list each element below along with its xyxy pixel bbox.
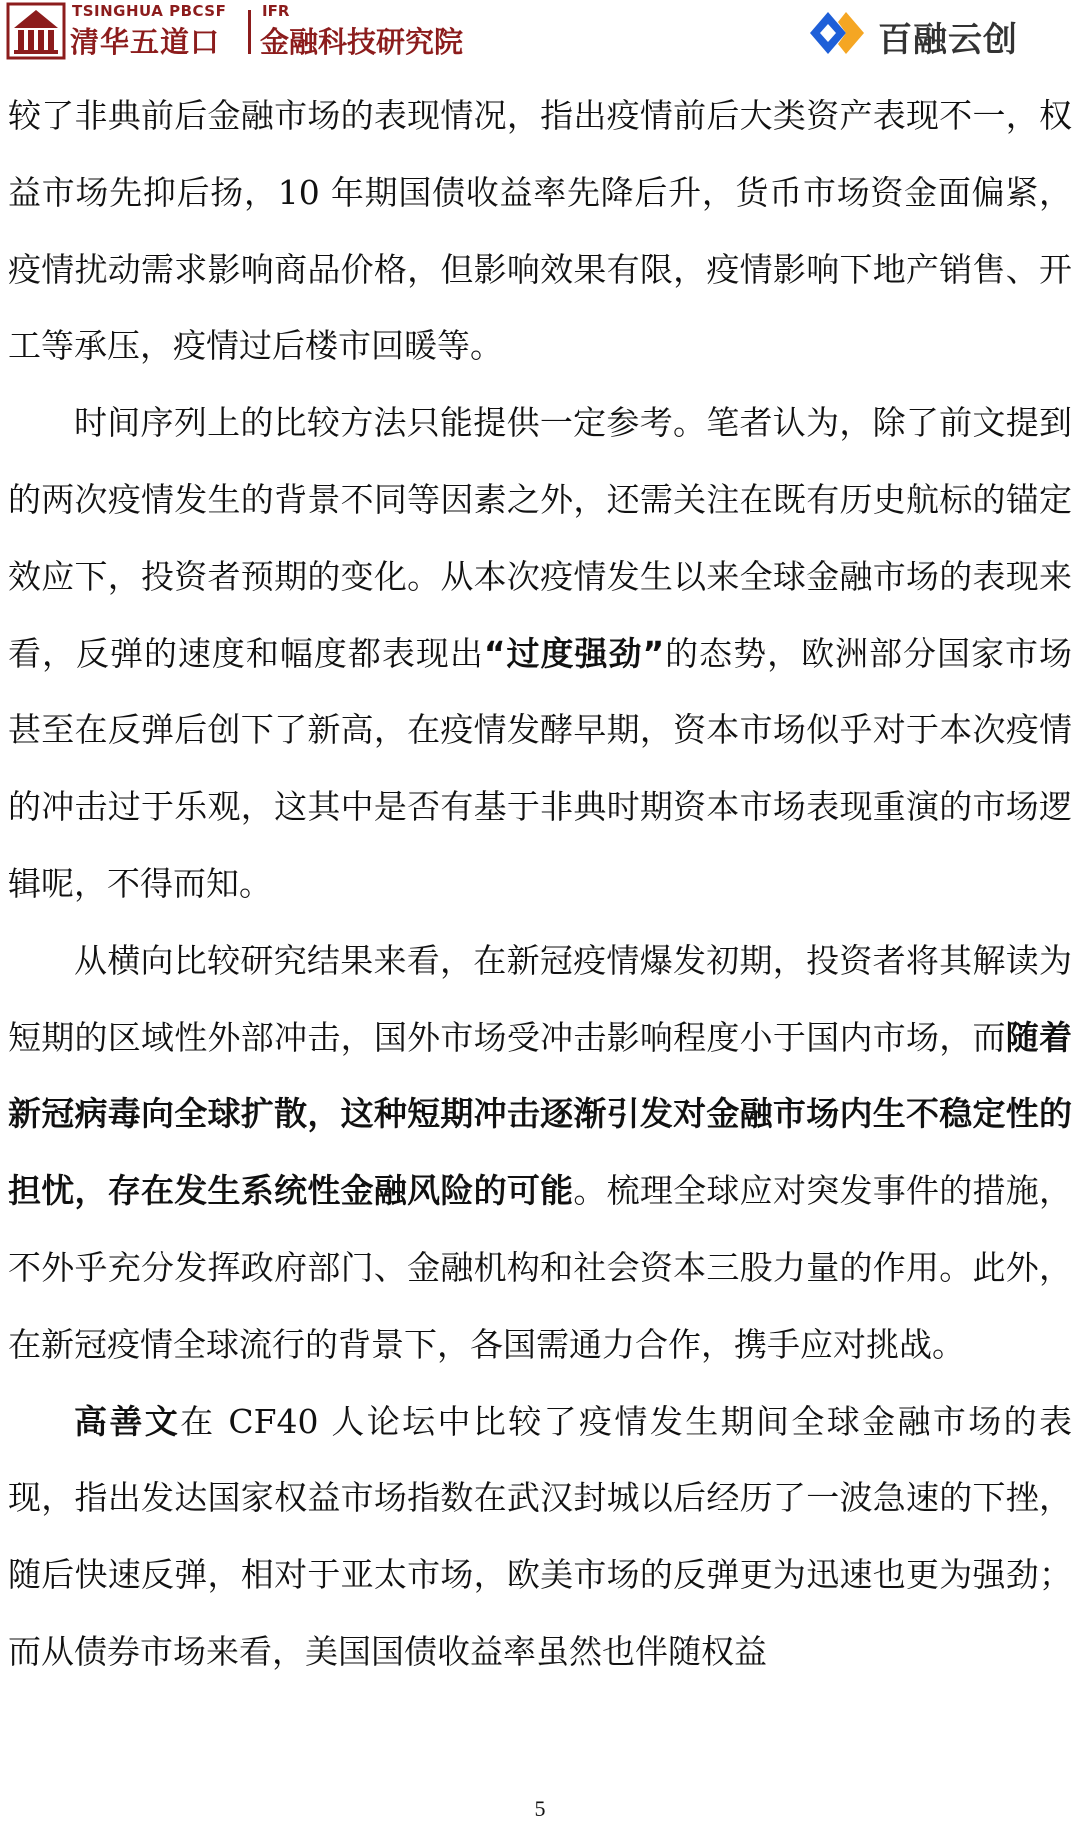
text-segment: 在 CF40 人论坛中比较了疫情发生期间全球金融市场的表现，指出发达国家权益市场指数在武汉封城以后经历了一波急速的下挫，随后快速反弹，相对于亚太市场，欧美市场的反弹更为迅速也更为强劲；而从债券市场来看，美国国债收益率虽然也伴随权益 (8, 1401, 1072, 1671)
paragraph (8, 1384, 1072, 1691)
page-header (0, 0, 1080, 64)
bold-text-segment: 随着新冠病毒向全球扩散，这种短期冲击逐渐引发对金融市场内生不稳定性的担忧，存在发生系统性金融风险的可能 (8, 1017, 1073, 1211)
paragraph (8, 78, 1072, 385)
text-segment: 时间序列上的比较方法只能提供一定参考。笔者认为，除了前文提到的两次疫情发生的背景不同等因素之外，还需关注在既有历史航标的锚定效应下，投资者预期的变化。从本次疫情发生以来全球金融市场的表现来看，反弹的速度和幅度都表现出 (8, 403, 1072, 673)
header-divider (248, 10, 251, 54)
page-number: 5 (534, 1796, 546, 1821)
paragraph (8, 923, 1072, 1384)
header-ifr-cn: 金融科技研究院 (260, 25, 464, 59)
text-segment: 较了非典前后金融市场的表现情况，指出疫情前后大类资产表现不一，权益市场先抑后扬，10 年期国债收益率先降后升，货币市场资金面偏紧，疫情扰动需求影响商品价格，但影响效果有限，疫情影响下地产销售、开工等承压，疫情过后楼市回暖等。 (8, 96, 1072, 366)
header-brand-right: 百融云创 (878, 20, 1018, 60)
document-body (8, 78, 1072, 1691)
tsinghua-pbcsf-logo-icon (6, 2, 66, 60)
header-org-en: TSINGHUA PBCSF (72, 2, 227, 20)
bairong-logo-icon (808, 10, 870, 56)
paragraph (8, 385, 1072, 923)
text-segment: 的态势，欧洲部分国家市场甚至在反弹后创下了新高，在疫情发酵早期，资本市场似乎对于本次疫情的冲击过于乐观，这其中是否有基于非典时期资本市场表现重演的市场逻辑呢，不得而知。 (8, 633, 1073, 903)
text-segment: 从横向比较研究结果来看，在新冠疫情爆发初期，投资者将其解读为短期的区域性外部冲击，国外市场受冲击影响程度小于国内市场，而 (8, 940, 1072, 1057)
bold-text-segment: 高善文 (74, 1401, 181, 1441)
header-ifr-en: IFR (262, 2, 290, 20)
header-org-cn: 清华五道口 (70, 25, 221, 59)
bold-text-segment: “过度强劲” (483, 633, 665, 673)
text-segment: 。梳理全球应对突发事件的措施，不外乎充分发挥政府部门、金融机构和社会资本三股力量的作用。此外，在新冠疫情全球流行的背景下，各国需通力合作，携手应对挑战。 (8, 1171, 1073, 1364)
